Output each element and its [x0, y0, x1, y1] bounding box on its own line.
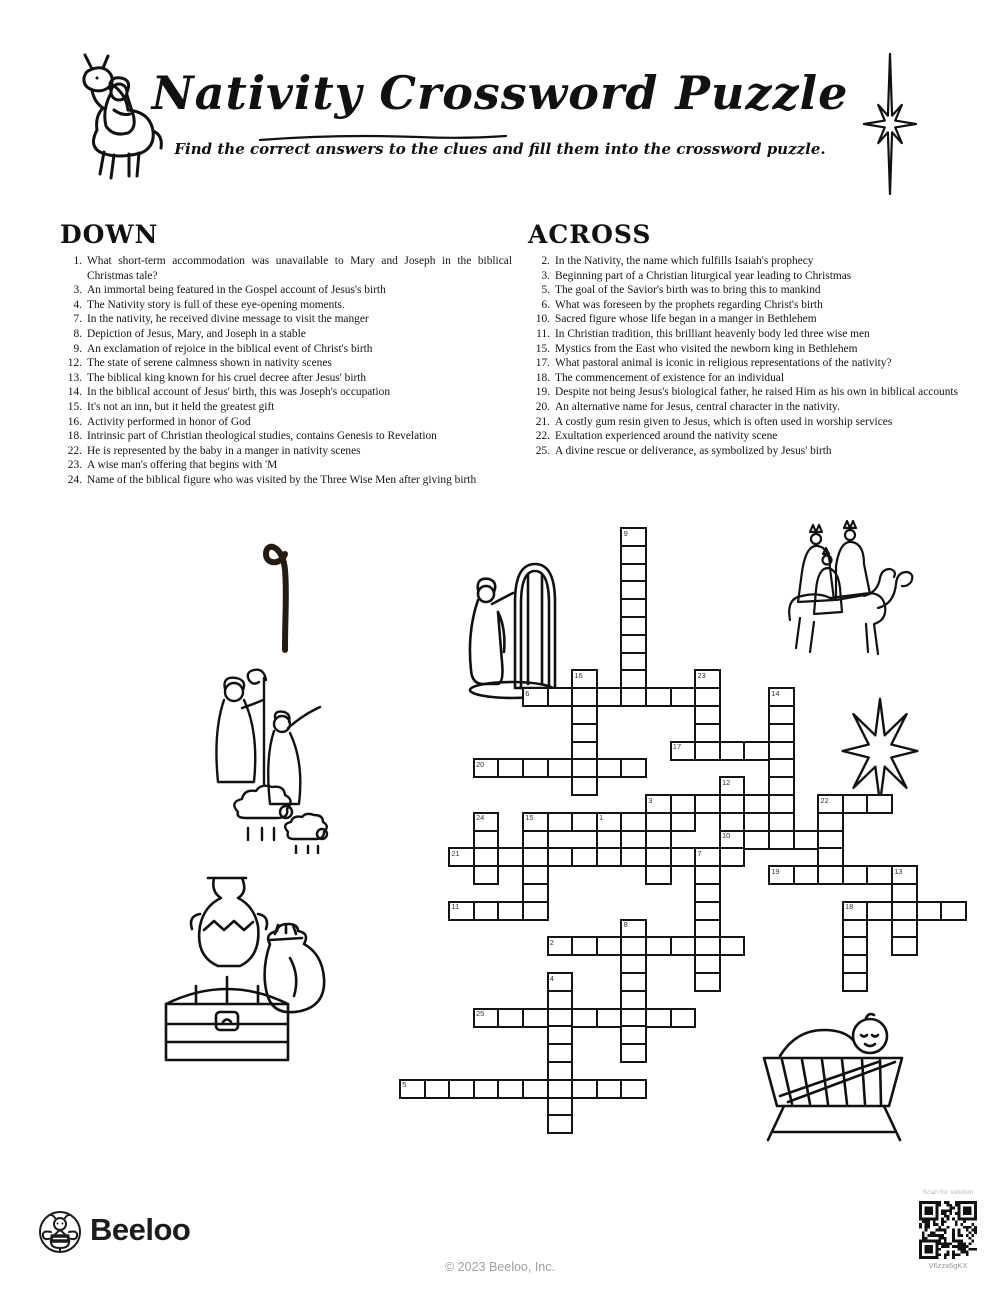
down-heading: DOWN: [60, 220, 159, 249]
crossword-cell-number: 8: [623, 920, 628, 930]
crossword-cell[interactable]: [497, 758, 524, 778]
crossword-cell[interactable]: [522, 758, 549, 778]
clue-number: 11.: [536, 327, 550, 340]
clue-down-4: [60, 298, 512, 313]
crossword-cell-number: 2: [549, 938, 554, 947]
crossword-cell[interactable]: [842, 972, 869, 992]
crossword-cell[interactable]: [448, 1079, 475, 1099]
crossword-cell[interactable]: [719, 741, 746, 761]
crossword-cell-number: 5: [402, 1080, 407, 1090]
crossword-cell[interactable]: [522, 1008, 549, 1028]
clue-number: 8.: [73, 327, 82, 340]
crossword-cell[interactable]: [694, 741, 721, 761]
clue-text: Intrinsic part of Christian theological studies, contains Genesis to Revelation: [87, 430, 437, 443]
clue-text: An exclamation of rejoice in the biblical event of Christ's birth: [87, 342, 373, 355]
crossword-cell-number: 22: [820, 795, 829, 805]
clue-text: Sacred figure whose life began in a manger in Bethlehem: [555, 313, 817, 326]
crossword-cell-number: 25: [476, 1009, 485, 1019]
crossword-cell[interactable]: [497, 901, 524, 921]
clue-number: 1.: [73, 255, 82, 267]
crossword-cell-number: 23: [697, 671, 706, 680]
clue-number: 15.: [535, 342, 550, 355]
clue-number: 4.: [73, 298, 82, 311]
crossword-cell[interactable]: [571, 936, 598, 956]
crossword-cell[interactable]: [571, 1008, 598, 1028]
clue-across-10: [528, 312, 986, 327]
crossword-cell[interactable]: [645, 687, 672, 707]
crossword-cell-number: 12: [722, 777, 731, 787]
clue-text: Mystics from the East who visited the newborn king in Bethlehem: [555, 342, 858, 355]
clue-across-19: [528, 385, 986, 400]
crossword-cell[interactable]: [522, 1079, 549, 1099]
clue-across-11: [528, 327, 986, 342]
crossword-cell[interactable]: [473, 1079, 500, 1099]
clue-down-9: [60, 342, 512, 357]
crossword-cell[interactable]: [596, 936, 623, 956]
crossword-cell[interactable]: [620, 1079, 647, 1099]
clue-number: 6.: [541, 298, 550, 311]
clue-number: 25.: [535, 444, 550, 457]
crossword-cell[interactable]: [670, 1008, 697, 1028]
clue-down-7: [60, 312, 512, 327]
clue-number: 17.: [535, 357, 550, 370]
crossword-cell[interactable]: [866, 901, 893, 921]
crossword-cell-number: 10: [722, 831, 731, 841]
clue-number: 13.: [67, 371, 82, 384]
crossword-cell[interactable]: [694, 972, 721, 992]
crossword-cell[interactable]: [743, 741, 770, 761]
clue-number: 22.: [67, 444, 82, 457]
clue-text: A divine rescue or deliverance, as symbolized by Jesus' birth: [555, 444, 832, 457]
clue-text: Despite not being Jesus's biological father, he raised Him as his own in biblical accounts: [555, 386, 959, 399]
crossword-cell[interactable]: [842, 794, 869, 814]
clue-down-16: [60, 415, 512, 430]
crossword-cell[interactable]: [596, 687, 623, 707]
crossword-cell-number: 3: [648, 795, 653, 805]
crossword-cell[interactable]: [891, 936, 918, 956]
clue-number: 21.: [535, 415, 550, 428]
clue-text: A costly gum resin given to Jesus, which is often used in worship services: [555, 415, 893, 428]
crossword-cell[interactable]: [645, 865, 672, 885]
crossword-cell-number: 20: [476, 760, 485, 769]
crossword-cell[interactable]: [596, 758, 623, 778]
crossword-cell[interactable]: [571, 1079, 598, 1099]
across-heading: ACROSS: [528, 220, 652, 249]
qr-code: [919, 1201, 977, 1259]
crossword-cell[interactable]: [547, 847, 574, 867]
crossword-cell[interactable]: [596, 847, 623, 867]
crossword-cell[interactable]: [842, 865, 869, 885]
clue-text: The Nativity story is full of these eye-opening moments.: [87, 298, 345, 311]
crossword-cell-number: 13: [894, 866, 903, 876]
clue-text: Exultation experienced around the nativity scene: [555, 430, 778, 443]
clue-number: 19.: [535, 386, 550, 399]
crossword-cell-number: 1: [599, 813, 604, 823]
crossword-cell[interactable]: [817, 865, 844, 885]
clue-text: The state of serene calmness shown in nativity scenes: [87, 357, 332, 370]
crossword-cell-number: 6: [525, 688, 530, 698]
shepherds-with-sheep-icon: [178, 662, 330, 854]
crossword-cell[interactable]: [645, 936, 672, 956]
clue-number: 12.: [67, 357, 82, 370]
crossword-cell[interactable]: [473, 865, 500, 885]
crossword-cell[interactable]: [620, 812, 647, 832]
crossword-cell[interactable]: [547, 758, 574, 778]
beeloo-bee-logo-icon: [38, 1210, 82, 1254]
clue-text: In the nativity, he received divine message to visit the manger: [87, 313, 369, 326]
page-subtitle: Find the correct answers to the clues and fill them into the crossword puzzle.: [174, 140, 826, 158]
crossword-cell[interactable]: [743, 830, 770, 850]
crossword-cell[interactable]: [473, 901, 500, 921]
clue-across-17: [528, 356, 986, 371]
clue-text: In Christian tradition, this brilliant heavenly body led three wise men: [555, 327, 870, 340]
clue-number: 22.: [535, 430, 550, 443]
clue-number: 20.: [535, 400, 550, 413]
clue-number: 2.: [541, 255, 550, 267]
crossword-cell[interactable]: [916, 901, 943, 921]
crossword-cell[interactable]: [866, 865, 893, 885]
crossword-cell-number: 18: [845, 902, 854, 912]
clue-number: 24.: [67, 473, 82, 486]
clue-down-18: [60, 429, 512, 444]
across-clues-section: [528, 220, 986, 458]
clue-number: 5.: [541, 284, 550, 297]
crossword-cell[interactable]: [719, 936, 746, 956]
clue-down-3: [60, 283, 512, 298]
crossword-cell[interactable]: [571, 812, 598, 832]
mary-riding-donkey-icon: [58, 52, 170, 204]
crossword-cell[interactable]: [596, 1079, 623, 1099]
crossword-cell-number: 19: [771, 866, 780, 876]
shepherds-crook-icon: [256, 522, 308, 654]
clue-down-12: [60, 356, 512, 371]
crossword-cell[interactable]: [866, 794, 893, 814]
clue-text: Name of the biblical figure who was visited by the Three Wise Men after giving birth: [87, 473, 477, 486]
crossword-grid: [400, 528, 972, 1140]
crossword-cell[interactable]: [670, 687, 697, 707]
crossword-cell[interactable]: [497, 847, 524, 867]
clue-across-20: [528, 400, 986, 415]
clue-text: Beginning part of a Christian liturgical year leading to Christmas: [555, 269, 852, 282]
clue-text: What was foreseen by the prophets regarding Christ's birth: [555, 298, 823, 311]
crossword-cell-number: 24: [476, 813, 485, 823]
down-clues-list: [60, 254, 512, 488]
crossword-cell-number: 17: [672, 742, 682, 752]
crossword-cell[interactable]: [768, 830, 795, 850]
crossword-cell[interactable]: [620, 758, 647, 778]
crossword-cell[interactable]: [497, 1008, 524, 1028]
beeloo-wordmark: Beeloo: [90, 1212, 191, 1247]
clue-across-25: [528, 444, 986, 459]
crossword-cell-number: 11: [451, 902, 460, 912]
clue-number: 9.: [73, 342, 82, 355]
clue-text: In the Nativity, the name which fulfills Isaiah's prophecy: [555, 255, 814, 267]
clue-across-6: [528, 298, 986, 313]
clue-across-22: [528, 429, 986, 444]
crossword-cell[interactable]: [596, 1008, 623, 1028]
clue-down-8: [60, 327, 512, 342]
clue-number: 15.: [67, 400, 82, 413]
crossword-cell[interactable]: [424, 1079, 451, 1099]
clue-text: Activity performed in honor of God: [87, 415, 251, 428]
crossword-cell[interactable]: [547, 1114, 574, 1134]
clue-text: Depiction of Jesus, Mary, and Joseph in a stable: [87, 327, 306, 340]
crossword-cell[interactable]: [719, 847, 746, 867]
crossword-cell-number: 14: [771, 688, 780, 698]
clue-text: It's not an inn, but it held the greatest gift: [87, 400, 275, 413]
clue-text: In the biblical account of Jesus' birth, this was Joseph's occupation: [87, 386, 391, 399]
clue-across-3: [528, 269, 986, 284]
down-clues-section: [60, 220, 512, 488]
clue-across-18: [528, 371, 986, 386]
clue-text: The commencement of existence for an individual: [555, 371, 784, 384]
clue-down-14: [60, 385, 512, 400]
crossword-cell-number: 7: [697, 849, 702, 858]
clue-text: The biblical king known for his cruel decree after Jesus' birth: [87, 371, 367, 384]
crossword-cell-number: 21: [451, 849, 460, 858]
clue-down-23: [60, 458, 512, 473]
crossword-cell[interactable]: [694, 794, 721, 814]
crossword-cell-number: 4: [549, 973, 554, 983]
clue-number: 10.: [535, 313, 550, 326]
clue-number: 3.: [73, 284, 82, 297]
clue-text: He is represented by the baby in a manger in nativity scenes: [87, 444, 361, 457]
page-title: Nativity Crossword Puzzle: [151, 66, 849, 120]
clue-down-15: [60, 400, 512, 415]
clue-text: The goal of the Savior's birth was to bring this to mankind: [555, 284, 821, 297]
qr-id-text: V6zzx6gKX: [928, 1261, 968, 1270]
clue-number: 16.: [67, 415, 82, 428]
crossword-cell[interactable]: [940, 901, 967, 921]
clue-number: 14.: [67, 386, 82, 399]
clue-text: An immortal being featured in the Gospel account of Jesus's birth: [87, 284, 386, 297]
clue-down-1: [60, 254, 512, 283]
clue-number: 23.: [67, 459, 82, 472]
gifts-and-treasure-chest-icon: [148, 862, 350, 1074]
clue-down-24: [60, 473, 512, 488]
crossword-cell[interactable]: [620, 1043, 647, 1063]
crossword-cell[interactable]: [670, 936, 697, 956]
clue-across-2: [528, 254, 986, 269]
crossword-cell[interactable]: [793, 830, 820, 850]
crossword-cell[interactable]: [620, 687, 647, 707]
crossword-cell[interactable]: [645, 1008, 672, 1028]
bethlehem-star-icon: [846, 52, 936, 198]
crossword-cell[interactable]: [571, 847, 598, 867]
clue-text: What pastoral animal is iconic in religious representations of the nativity?: [555, 357, 892, 370]
clue-number: 3.: [541, 269, 550, 282]
crossword-cell[interactable]: [670, 847, 697, 867]
clue-down-13: [60, 371, 512, 386]
crossword-cell[interactable]: [620, 847, 647, 867]
crossword-cell-number: 16: [574, 671, 583, 680]
clue-number: 7.: [73, 313, 82, 326]
clue-text: An alternative name for Jesus, central character in the nativity.: [555, 400, 840, 413]
across-clues-list: [528, 254, 986, 458]
clue-down-22: [60, 444, 512, 459]
crossword-cell[interactable]: [547, 812, 574, 832]
crossword-cell[interactable]: [793, 865, 820, 885]
crossword-cell[interactable]: [571, 776, 598, 796]
crossword-cell[interactable]: [522, 901, 549, 921]
clue-number: 18.: [67, 430, 82, 443]
crossword-cell[interactable]: [743, 794, 770, 814]
crossword-cell[interactable]: [497, 1079, 524, 1099]
clue-number: 18.: [535, 371, 550, 384]
clue-text: A wise man's offering that begins with 'M: [87, 459, 278, 472]
crossword-cell[interactable]: [547, 687, 574, 707]
clue-across-5: [528, 283, 986, 298]
qr-caption: Scan for solution: [922, 1189, 974, 1196]
crossword-cell[interactable]: [670, 812, 697, 832]
clue-across-21: [528, 415, 986, 430]
crossword-cell-number: 9: [623, 528, 628, 538]
clue-across-15: [528, 342, 986, 357]
copyright-text: © 2023 Beeloo, Inc.: [445, 1260, 555, 1274]
crossword-cell-number: 15: [525, 813, 534, 823]
clue-text: What short-term accommodation was unavailable to Mary and Joseph in the biblical Christmas tale?: [87, 255, 512, 282]
